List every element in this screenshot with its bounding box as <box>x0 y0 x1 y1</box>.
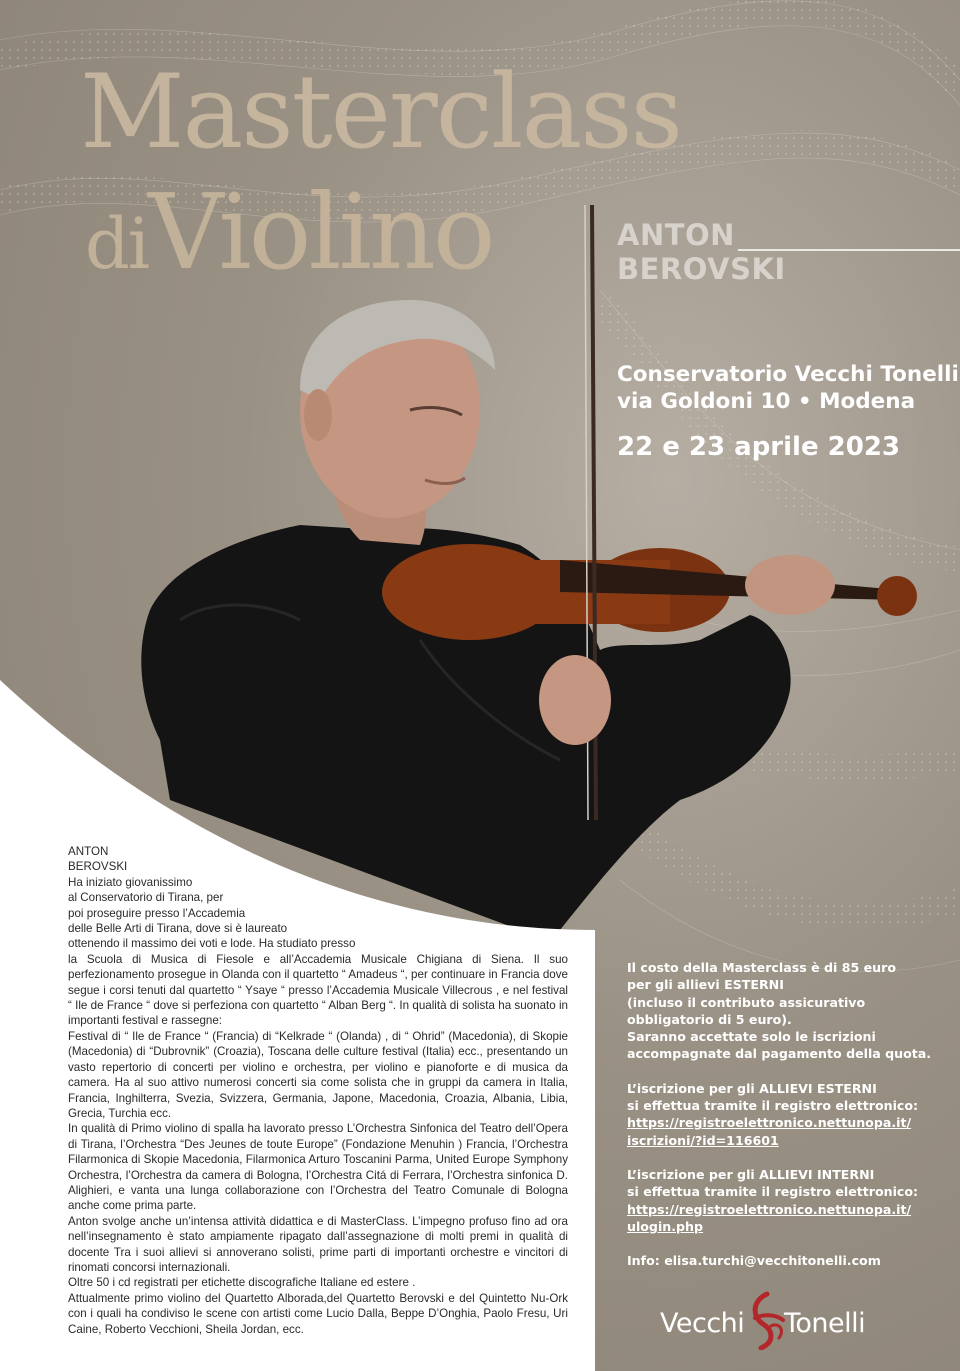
teacher-first-name: ANTON <box>617 218 735 252</box>
internal-registration <box>627 1166 947 1235</box>
bio-paragraph-4: Anton svolge anche un’intensa attività didattica e di MasterClass. L’impegno profuso fino ad ora nell’insegnamento è stato ampiamente ripagato dall’assegnazione di molti premi in qualità di docente Tra i suoi allievi si annoverano solisti, prime parti di importanti orchestre e vincitori di rinomati concorsi internazionali. <box>68 1214 568 1274</box>
name-underline <box>738 249 960 251</box>
cost-line-1: Il costo della Masterclass è di 85 euro <box>627 960 897 975</box>
bio-paragraph-2: Festival di “ Ile de France “ (Francia) di “Kelkrade “ (Olanda) , di “ Ohrid” (Macedonia), di Skopie (Macedonia) di “Dubrovnik” (Croazia), Toscana delle culture festival (Italia) ecc., presentando un vasto repertorio di concerti per violino e orchestra, per violino e pianoforte e di musica da camera. Ha al suo attivo numerosi concerti sia come solista che in gruppi da camera in Italia, Francia, Inghilterra, Svezia, Svizzera, Germania, Japone, Macedonia, Croazia, Albania, Libia, Grecia, Turchia ecc. <box>68 1029 568 1120</box>
teacher-name <box>617 218 786 286</box>
bio-paragraph-3: In qualità di Primo violino di spalla ha lavorato presso L’Orchestra Sinfonica del Teatro dell’Opera di Tirana, l’Orchestra “Des Jeunes de toute Europe” (Fondazione Menuhin ) Francia, l’Orchestra Filarmonica di Skopie Macedonia, Filarmonica Arturo Toscanini Parma, United Europe Symphony Orchestra, l’Orchestra da camera di Bologna, l’Orchestra Citá di Ferrara, l’Orchestra sinfonica D. Alighieri, e vanta una lunga collaborazione con l’Orchestra del Teatro Comunale di Bologna anche come prima parte. <box>68 1122 568 1213</box>
bio-paragraph-1: la Scuola di Musica di Fiesole e all’Accademia Musicale Chigiana di Siena. Il suo perfezionamento prosegue in Olanda con il quartetto “ Amadeus “, per continuare in Francia dove segue i corsi tenuti dal quartetto “ Ysaye “ presso l’Accademia Musicale Villecrous , e nel festival “ Ile de France “ dove si perfeziona con quartetto “ Alban Berg “. In qualità di solista ha suonato in importanti festival e rassegne: <box>68 952 568 1028</box>
logo-mark-icon <box>745 1290 787 1350</box>
bio-paragraph-6: Attualmente primo violino del Quartetto Alborada,del Quartetto Berovski e del Quintetto Nu-Ork con i quali ha condiviso le scene con artisti come Lucio Dalla, Beppe D’Onghia, Paolo Fresu, Uri Caine, Roberto Vecchioni, Sheila Jordan, ecc. <box>68 1291 568 1336</box>
bio-intro-5: ottenendo il massimo dei voti e lode. Ha studiato presso <box>68 937 356 951</box>
title-di: di <box>85 203 149 285</box>
external-registration <box>627 1080 947 1149</box>
internal-registration-link-cont[interactable]: ulogin.php <box>627 1218 704 1234</box>
external-registration-link[interactable]: https://registroelettronico.nettunopa.it/ <box>627 1115 912 1131</box>
logo-text-tonelli: Tonelli <box>784 1308 866 1339</box>
external-registration-link-cont[interactable]: iscrizioni/?id=116601 <box>627 1132 779 1148</box>
biography <box>68 844 568 1337</box>
cost-line-6: accompagnate dal pagamento della quota. <box>627 1046 932 1062</box>
title-violino: Violino <box>148 171 493 293</box>
internal-line-2: si effettua tramite il registro elettronico: <box>627 1184 919 1200</box>
registration-info <box>627 959 947 1286</box>
venue-line-2: via Goldoni 10 • Modena <box>617 389 916 414</box>
bio-intro-4: delle Belle Arti di Tirana, dove si è laureato <box>68 922 288 936</box>
cost-line-5: Saranno accettate solo le iscrizioni <box>627 1029 876 1045</box>
bio-paragraph-5: Oltre 50 i cd registrati per etichette discografiche Italiane ed estere . <box>68 1276 416 1290</box>
bio-intro <box>68 844 568 952</box>
cost-line-3: (incluso il contributo assicurativo <box>627 994 866 1010</box>
bio-intro-1: Ha iniziato giovanissimo <box>68 875 193 889</box>
logo-text-vecchi: Vecchi <box>660 1308 745 1339</box>
internal-registration-link[interactable]: https://registroelettronico.nettunopa.it/ <box>627 1201 912 1217</box>
venue-line-1: Conservatorio Vecchi Tonelli <box>617 362 959 387</box>
teacher-last-name: BEROVSKI <box>617 252 786 286</box>
contact-info[interactable]: Info: elisa.turchi@vecchitonelli.com <box>627 1253 881 1269</box>
title-masterclass: Masterclass <box>80 53 681 172</box>
cost-line-2: per gli allievi ESTERNI <box>627 977 784 993</box>
cost-line-4: obbligatorio di 5 euro). <box>627 1011 792 1027</box>
bio-head-2: BEROVSKI <box>68 860 128 874</box>
external-line-1: L’iscrizione per gli ALLIEVI ESTERNI <box>627 1080 877 1096</box>
internal-line-1: L’iscrizione per gli ALLIEVI INTERNI <box>627 1166 875 1182</box>
bio-head-1: ANTON <box>68 845 109 858</box>
vecchi-tonelli-logo <box>660 1290 866 1350</box>
venue <box>617 361 959 415</box>
event-date: 22 e 23 aprile 2023 <box>617 432 901 462</box>
bio-intro-2: al Conservatorio di Tirana, per <box>68 891 224 905</box>
bio-intro-3: poi proseguire presso l’Accademia <box>68 906 246 920</box>
cost-info <box>627 959 947 1063</box>
external-line-2: si effettua tramite il registro elettronico: <box>627 1098 919 1114</box>
